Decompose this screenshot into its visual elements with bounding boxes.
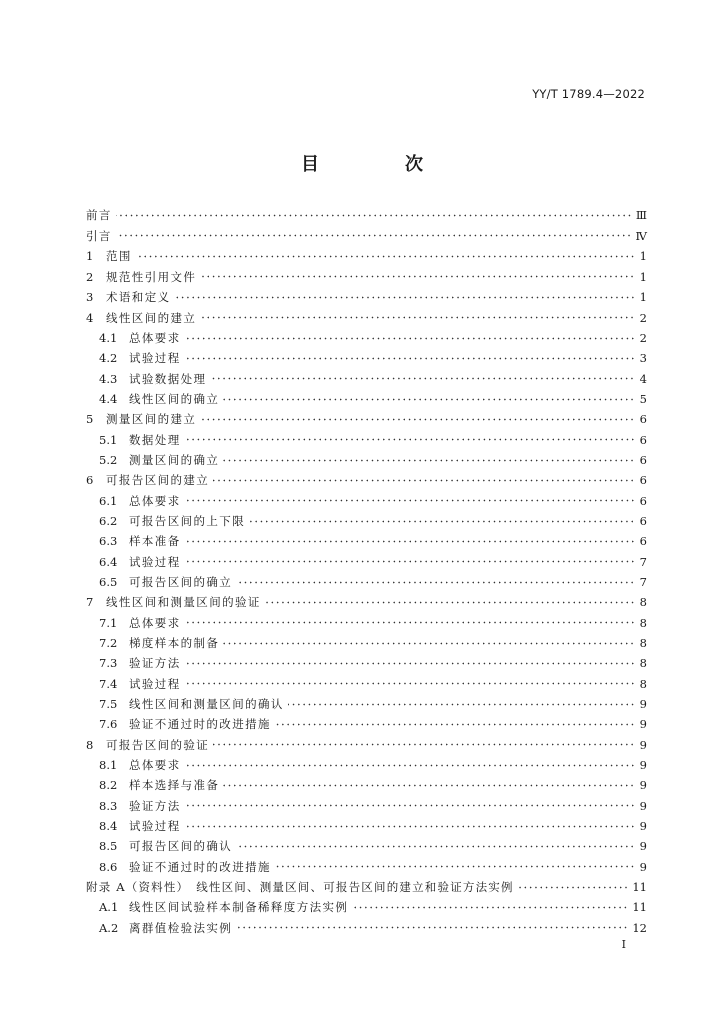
toc-entry-number: 8.6 — [99, 859, 118, 874]
toc-entry-title: 总体要求 — [129, 493, 181, 508]
toc-entry-page: 8 — [639, 615, 647, 630]
dot-leader — [249, 520, 635, 523]
toc-entry-page: 8 — [639, 636, 647, 651]
toc-entry-page: 9 — [639, 818, 647, 833]
dot-leader — [210, 377, 635, 380]
toc-entry-number: 8.5 — [99, 839, 118, 854]
dot-leader — [175, 296, 636, 299]
toc-entry-title: 线性区间和测量区间的验证 — [106, 595, 261, 610]
toc-entry-title: 可报告区间的确认 — [129, 839, 233, 854]
toc-entry[interactable] — [86, 613, 647, 633]
toc-entry-title: 样本选择与准备 — [129, 778, 220, 793]
toc-entry-page: 5 — [639, 391, 647, 406]
toc-entry-number: A.1 — [99, 900, 119, 915]
toc-entry[interactable] — [86, 796, 647, 816]
toc-entry[interactable] — [86, 369, 647, 389]
dot-leader — [288, 703, 635, 706]
toc-entry[interactable] — [86, 409, 647, 430]
toc-entry-page: 1 — [639, 269, 647, 284]
toc-entry-number: 5 — [86, 412, 94, 427]
toc-entry-number: 7.4 — [99, 676, 118, 691]
toc-entry[interactable] — [86, 470, 647, 491]
dot-leader — [200, 275, 635, 278]
dot-leader — [136, 255, 635, 258]
toc-entry-page: 11 — [632, 900, 647, 915]
toc-entry-number: 6.1 — [99, 493, 118, 508]
toc-entry-title: 附录 A（资料性） 线性区间、测量区间、可报告区间的建立和验证方法实例 — [86, 879, 514, 894]
dot-leader — [518, 886, 629, 889]
toc-entry-page: 2 — [639, 331, 647, 345]
dot-leader — [185, 662, 635, 665]
toc-entry-title: 线性区间的建立 — [106, 310, 197, 325]
dot-leader — [265, 601, 635, 604]
toc-entry-title: 线性区间和测量区间的确认 — [129, 696, 284, 711]
toc-entry[interactable] — [86, 552, 647, 572]
toc-entry[interactable] — [86, 450, 647, 470]
toc-entry-number: 7.2 — [99, 636, 118, 651]
toc-entry[interactable] — [86, 267, 647, 288]
toc-entry-title: 梯度样本的制备 — [129, 636, 220, 651]
toc-entry-page: 9 — [639, 758, 647, 773]
toc-entry-title: 规范性引用文件 — [106, 269, 197, 284]
toc-entry-number: 6.3 — [99, 534, 118, 549]
toc-entry-page: 9 — [639, 696, 647, 711]
toc-entry-title: 试验过程 — [129, 351, 181, 366]
dot-leader — [185, 825, 635, 828]
toc-entry-number: 4.1 — [99, 331, 118, 345]
toc-entry-number: 3 — [86, 290, 94, 304]
toc-entry-title: 范围 — [106, 249, 132, 263]
toc-entry[interactable] — [86, 857, 647, 877]
toc-entry-title: 前言 — [86, 208, 112, 222]
standard-code: YY/T 1789.4—2022 — [532, 87, 645, 101]
toc-entry[interactable] — [86, 287, 647, 308]
toc-entry-number: 7.6 — [99, 717, 118, 732]
dot-leader — [236, 581, 635, 584]
toc-entry[interactable] — [86, 328, 647, 348]
toc-entry-page: 9 — [639, 778, 647, 793]
toc-entry-title: 可报告区间的验证 — [106, 737, 210, 752]
toc-entry[interactable] — [86, 836, 647, 856]
toc-entry-page: 6 — [639, 493, 647, 508]
toc-entry-page: Ⅲ — [635, 208, 647, 222]
dot-leader — [185, 682, 635, 685]
toc-entry-title: 验证不通过时的改进措施 — [129, 717, 271, 732]
toc-entry-page: 8 — [639, 656, 647, 671]
toc-entry-number: 8.3 — [99, 798, 118, 813]
toc-entry-page: 7 — [639, 554, 647, 569]
toc-entry-page: Ⅳ — [635, 228, 647, 243]
toc-entry[interactable] — [86, 918, 647, 938]
dot-leader — [236, 926, 628, 929]
toc-entry-number: 8 — [86, 737, 94, 752]
toc-entry-number: 2 — [86, 269, 94, 284]
dot-leader — [200, 418, 635, 421]
table-of-contents — [86, 205, 647, 938]
toc-entry-title: 可报告区间的确立 — [129, 574, 233, 589]
toc-entry-page: 9 — [639, 859, 647, 874]
toc-entry[interactable] — [86, 633, 647, 653]
toc-entry-page: 2 — [639, 310, 647, 325]
dot-leader — [185, 438, 635, 441]
toc-entry-page: 11 — [632, 879, 647, 894]
dot-leader — [185, 357, 635, 360]
toc-entry-title: 数据处理 — [129, 432, 181, 447]
toc-entry[interactable] — [86, 572, 647, 592]
dot-leader — [185, 621, 635, 624]
toc-entry-page: 9 — [639, 798, 647, 813]
dot-leader — [223, 459, 635, 462]
toc-entry[interactable] — [86, 389, 647, 409]
toc-entry-page: 12 — [632, 920, 647, 935]
dot-leader — [213, 479, 635, 482]
toc-entry[interactable] — [86, 226, 647, 247]
toc-entry-number: 6.5 — [99, 574, 118, 589]
dot-leader — [185, 764, 635, 767]
page-number: I — [621, 938, 626, 951]
toc-entry-page: 6 — [639, 432, 647, 447]
toc-entry-page: 9 — [639, 737, 647, 752]
toc-entry-number: 7.3 — [99, 656, 118, 671]
toc-entry-number: 6.4 — [99, 554, 118, 569]
toc-entry[interactable] — [86, 531, 647, 551]
toc-entry-page: 6 — [639, 534, 647, 549]
toc-entry-page: 6 — [639, 514, 647, 529]
toc-entry[interactable] — [86, 897, 647, 917]
dot-leader — [223, 784, 635, 787]
toc-entry-title: 总体要求 — [129, 331, 181, 345]
toc-entry[interactable] — [86, 653, 647, 673]
toc-entry-page: 3 — [639, 351, 647, 366]
toc-entry-number: 8.4 — [99, 818, 118, 833]
dot-leader — [185, 499, 635, 502]
toc-entry[interactable] — [86, 674, 647, 694]
toc-entry-page: 1 — [639, 249, 647, 263]
dot-leader — [185, 540, 635, 543]
toc-entry-page: 6 — [639, 452, 647, 467]
toc-entry-title: 测量区间的建立 — [106, 412, 197, 427]
toc-entry-title: 线性区间的确立 — [129, 391, 220, 406]
toc-entry-number: 8.1 — [99, 758, 118, 773]
toc-entry[interactable] — [86, 735, 647, 756]
toc-entry-number: 7 — [86, 595, 94, 610]
dot-leader — [200, 316, 635, 319]
toc-entry-title: 验证方法 — [129, 656, 181, 671]
dot-leader — [185, 337, 635, 340]
toc-entry-title: 样本准备 — [129, 534, 181, 549]
toc-entry-title: 可报告区间的上下限 — [129, 514, 246, 529]
toc-entry[interactable] — [86, 592, 647, 613]
toc-entry-page: 4 — [639, 371, 647, 386]
dot-leader — [116, 214, 632, 217]
toc-entry[interactable] — [86, 246, 647, 267]
toc-entry-number: 7.1 — [99, 615, 118, 630]
toc-entry[interactable] — [86, 694, 647, 714]
toc-entry[interactable] — [86, 816, 647, 836]
toc-entry[interactable] — [86, 348, 647, 368]
toc-entry-title: 总体要求 — [129, 615, 181, 630]
toc-entry-title: 引言 — [86, 228, 112, 243]
page-title: 目 次 — [301, 154, 457, 175]
toc-entry-title: 可报告区间的建立 — [106, 473, 210, 488]
toc-entry-number: 6.2 — [99, 514, 118, 529]
dot-leader — [223, 398, 635, 401]
dot-leader — [223, 642, 635, 645]
toc-entry-title: 试验数据处理 — [129, 371, 207, 386]
toc-entry-title: 总体要求 — [129, 758, 181, 773]
toc-entry-title: 离群值检验法实例 — [129, 920, 233, 935]
toc-entry-number: 5.1 — [99, 432, 118, 447]
toc-entry-title: 试验过程 — [129, 554, 181, 569]
toc-entry-title: 测量区间的确立 — [129, 452, 220, 467]
toc-entry-number: 7.5 — [99, 696, 118, 711]
toc-entry-page: 8 — [639, 595, 647, 610]
toc-entry-title: 线性区间试验样本制备稀释度方法实例 — [129, 900, 349, 915]
toc-entry-page: 6 — [639, 412, 647, 427]
dot-leader — [236, 845, 635, 848]
dot-leader — [185, 804, 635, 807]
dot-leader — [275, 865, 635, 868]
toc-entry-page: 8 — [639, 676, 647, 691]
toc-entry-number: 5.2 — [99, 452, 118, 467]
toc-entry-title: 验证方法 — [129, 798, 181, 813]
dot-leader — [213, 743, 635, 746]
toc-entry-title: 验证不通过时的改进措施 — [129, 859, 271, 874]
toc-entry-page: 1 — [639, 290, 647, 304]
toc-entry-number: 6 — [86, 473, 94, 488]
toc-entry[interactable] — [86, 775, 647, 795]
toc-entry-page: 7 — [639, 574, 647, 589]
toc-entry[interactable] — [86, 491, 647, 511]
toc-entry[interactable] — [86, 205, 647, 226]
dot-leader — [116, 234, 632, 237]
toc-entry-title: 术语和定义 — [106, 290, 171, 304]
toc-entry[interactable] — [86, 511, 647, 531]
toc-entry[interactable] — [86, 877, 647, 898]
toc-entry-number: A.2 — [99, 920, 119, 935]
toc-entry-number: 4.3 — [99, 371, 118, 386]
toc-entry-number: 4.2 — [99, 351, 118, 366]
toc-entry-page: 9 — [639, 717, 647, 732]
dot-leader — [352, 906, 628, 909]
toc-entry[interactable] — [86, 430, 647, 450]
dot-leader — [185, 560, 635, 563]
toc-entry-page: 9 — [639, 839, 647, 854]
toc-entry[interactable] — [86, 714, 647, 734]
toc-entry-number: 4.4 — [99, 391, 118, 406]
toc-entry-title: 试验过程 — [129, 676, 181, 691]
toc-entry-page: 6 — [639, 473, 647, 488]
toc-entry-number: 8.2 — [99, 778, 118, 793]
toc-entry-title: 试验过程 — [129, 818, 181, 833]
toc-entry[interactable] — [86, 308, 647, 329]
toc-entry-number: 4 — [86, 310, 94, 325]
toc-entry[interactable] — [86, 755, 647, 775]
toc-entry-number: 1 — [86, 249, 94, 263]
dot-leader — [275, 723, 635, 726]
